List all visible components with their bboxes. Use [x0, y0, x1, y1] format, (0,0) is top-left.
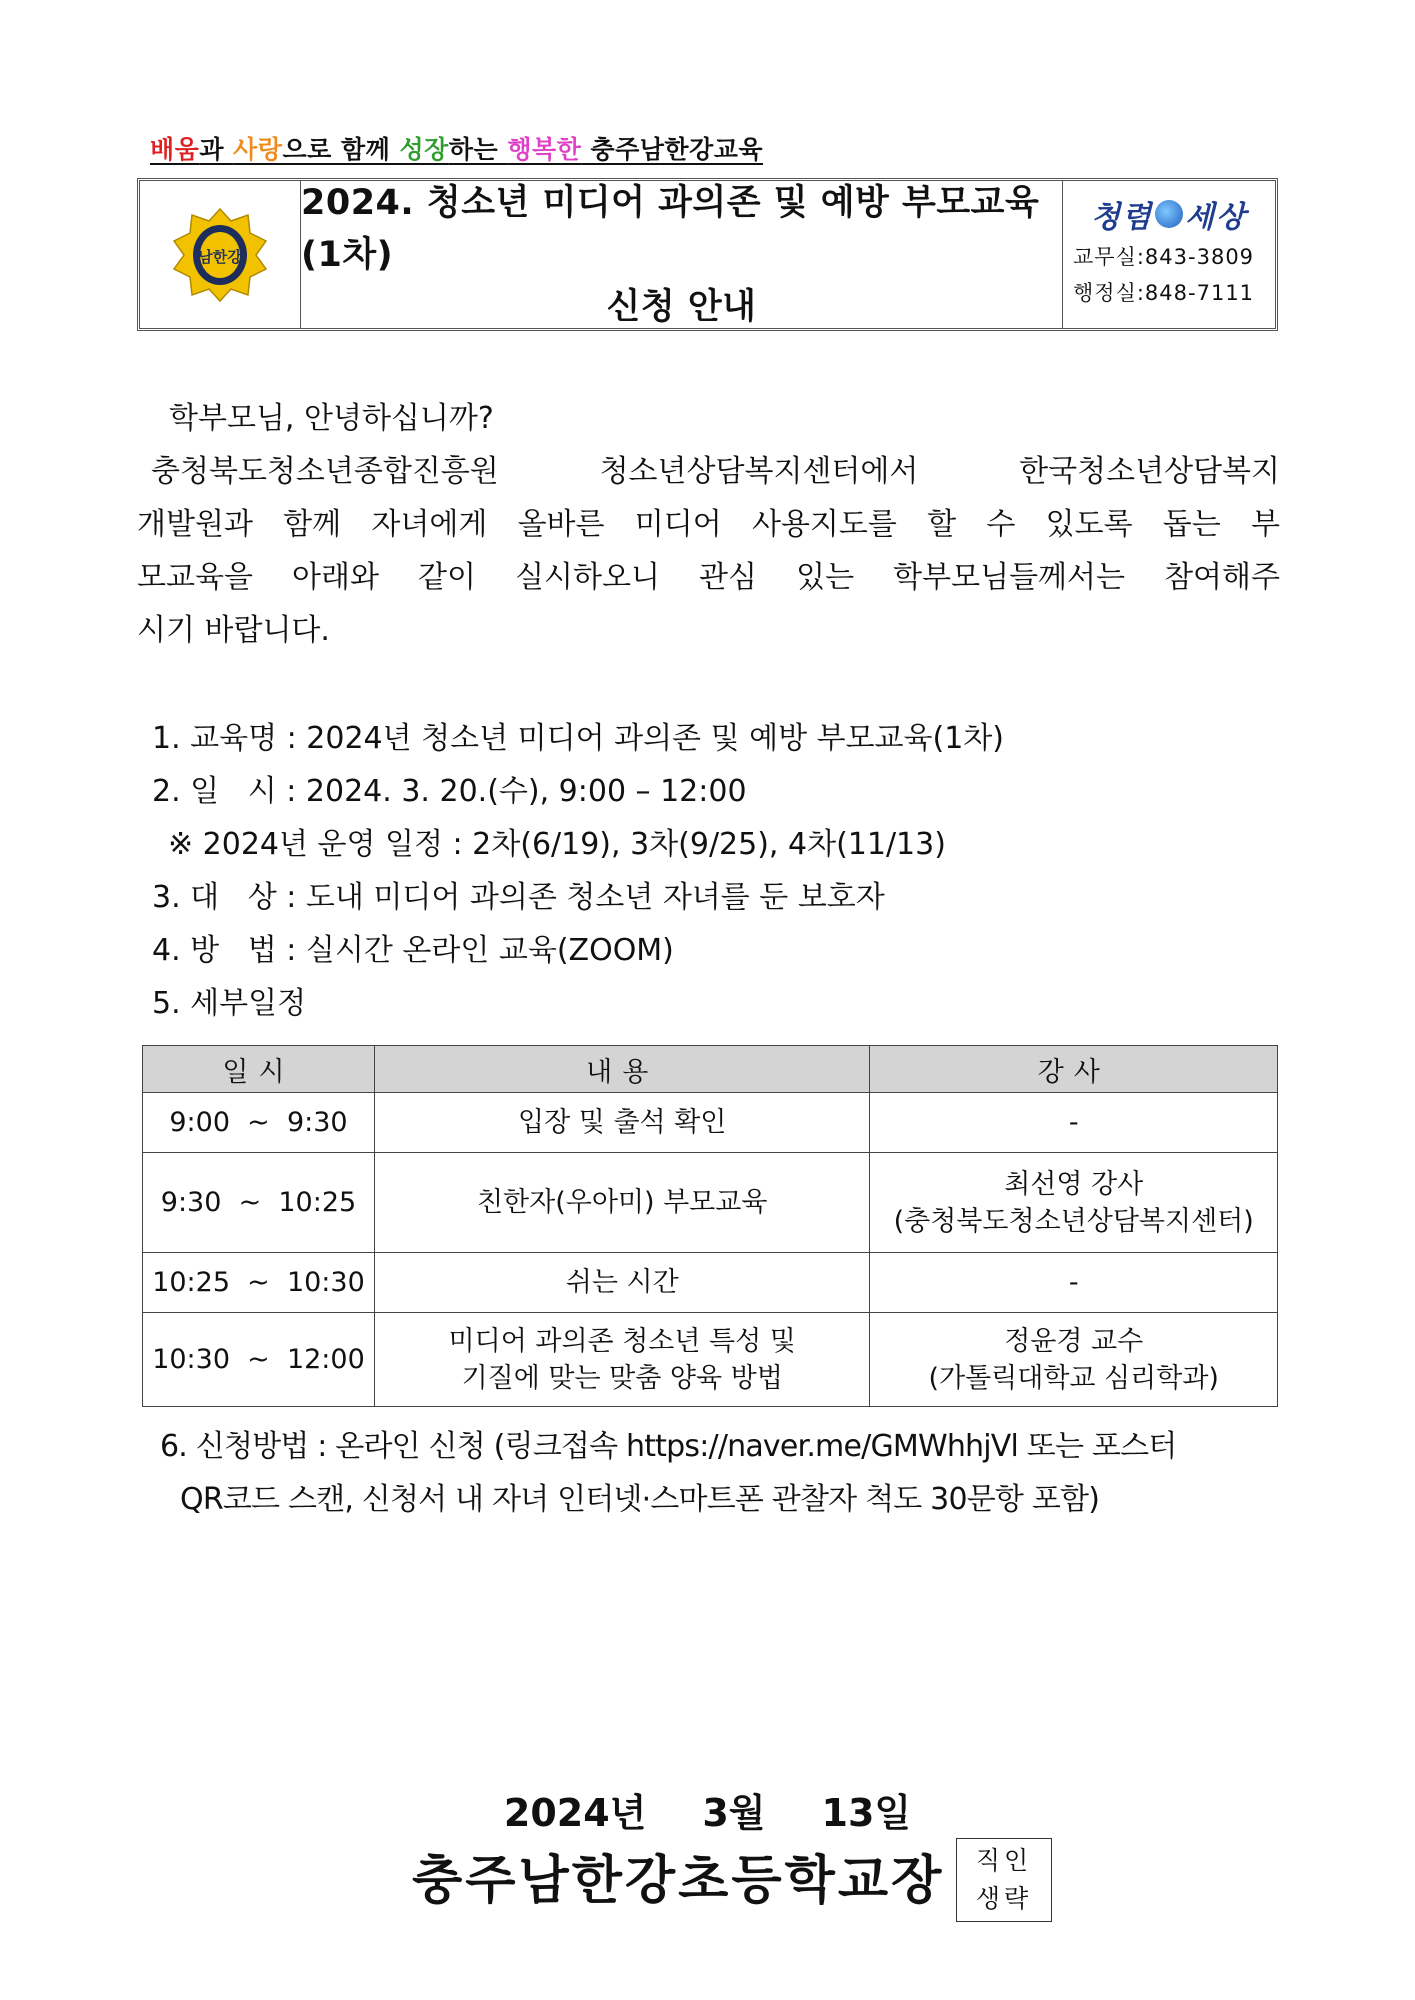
- table-header-row: [143, 1046, 1278, 1093]
- cell-time: 9:30 ~ 10:25: [143, 1153, 375, 1253]
- contact-admin: 행정실:848-7111: [1073, 281, 1255, 305]
- table-row: [143, 1313, 1278, 1407]
- item-schedule-note: ※ 2024년 운영 일정 : 2차(6/19), 3차(9/25), 4차(11/13): [168, 827, 946, 862]
- title-line-1: 2024. 청소년 미디어 과의존 및 예방 부모교육(1차): [301, 182, 1040, 275]
- header-content: 내용: [374, 1046, 869, 1093]
- schedule-table: [142, 1045, 1278, 1407]
- header-contact-panel: [1063, 181, 1275, 328]
- cell-content: 입장 및 출석 확인: [374, 1093, 869, 1153]
- cell-instructor: -: [870, 1093, 1278, 1153]
- header-box: [137, 178, 1278, 331]
- content-line-2: 기질에 맞는 맞춤 양육 방법: [461, 1362, 783, 1394]
- instructor-name: 최선영 강사: [1004, 1168, 1144, 1200]
- table-row: [143, 1253, 1278, 1313]
- cell-time: 10:25 ~ 10:30: [143, 1253, 375, 1313]
- motto-part: 충주남한강교육: [581, 135, 764, 164]
- cell-content: 친한자(우아미) 부모교육: [374, 1153, 869, 1253]
- intro-line: 개발원과 함께 자녀에게 올바른 미디어 사용지도를 할 수 있도록 돕는 부: [137, 507, 1280, 542]
- title-line-2: 신청 안내: [606, 286, 757, 327]
- instructor-name: 정윤경 교수: [1004, 1325, 1144, 1357]
- motto-part: 배움: [150, 135, 200, 164]
- contact-office: 교무실:843-3809: [1073, 245, 1255, 269]
- intro-line: 모교육을 아래와 같이 실시하오니 관심 있는 학부모님들께서는 참여해주: [137, 560, 1280, 595]
- motto-part: 과: [199, 135, 234, 164]
- school-emblem-icon: [170, 205, 270, 305]
- application-method: [160, 1420, 1280, 1526]
- svg-text:남한강: 남한강: [198, 247, 242, 266]
- date-month: 3월: [702, 1791, 766, 1835]
- details-list: [152, 712, 1004, 1030]
- document-title: [301, 181, 1063, 328]
- greeting: 학부모님, 안녕하십니까?: [169, 401, 494, 436]
- date-year: 2024년: [503, 1791, 647, 1835]
- slogan-part-1: 청렴: [1091, 200, 1153, 235]
- header-time: 일시: [143, 1046, 375, 1093]
- motto-part: 하는: [448, 135, 508, 164]
- cell-time: 10:30 ~ 12:00: [143, 1313, 375, 1407]
- globe-icon: [1155, 200, 1183, 228]
- official-seal-box: [956, 1838, 1052, 1922]
- integrity-slogan: [1091, 189, 1247, 239]
- instructor-affiliation: (충청북도청소년상담복지센터): [893, 1205, 1254, 1237]
- cell-time: 9:00 ~ 9:30: [143, 1093, 375, 1153]
- intro-paragraph: [137, 445, 1280, 657]
- issue-date: [0, 1782, 1415, 1837]
- school-logo: [140, 181, 301, 328]
- apply-line-2: QR코드 스캔, 신청서 내 자녀 인터넷·스마트폰 관찰자 척도 30문항 포함): [180, 1482, 1100, 1517]
- slogan-part-2: 세상: [1185, 200, 1247, 235]
- item-datetime: 2. 일 시 : 2024. 3. 20.(수), 9:00 – 12:00: [152, 774, 747, 809]
- motto-part: 사랑: [233, 135, 283, 164]
- cell-content: [374, 1313, 869, 1407]
- intro-line: 시기 바랍니다.: [137, 613, 330, 648]
- seal-line-1: 직인: [975, 1846, 1033, 1875]
- signer-title: 충주남한강초등학교장: [412, 1851, 945, 1911]
- item-method: 4. 방 법 : 실시간 온라인 교육(ZOOM): [152, 933, 674, 968]
- cell-content: 쉬는 시간: [374, 1253, 869, 1313]
- motto-part: 성장: [399, 135, 449, 164]
- header-instructor: 강사: [870, 1046, 1278, 1093]
- item-target: 3. 대 상 : 도내 미디어 과의존 청소년 자녀를 둔 보호자: [152, 880, 885, 915]
- table-row: [143, 1093, 1278, 1153]
- content-line-1: 미디어 과의존 청소년 특성 및: [448, 1325, 796, 1357]
- item-program-name: 1. 교육명 : 2024년 청소년 미디어 과의존 및 예방 부모교육(1차): [152, 721, 1004, 756]
- instructor-affiliation: (가톨릭대학교 심리학과): [928, 1362, 1219, 1394]
- motto-part: 으로 함께: [282, 135, 400, 164]
- intro-line: 충청북도청소년종합진흥원 청소년상담복지센터에서 한국청소년상담복지: [151, 454, 1280, 489]
- cell-instructor: -: [870, 1253, 1278, 1313]
- cell-instructor: [870, 1153, 1278, 1253]
- apply-line-1: 6. 신청방법 : 온라인 신청 (링크접속 https://naver.me/GMWhhjVl 또는 포스터: [160, 1429, 1177, 1464]
- school-motto: [150, 130, 763, 166]
- seal-line-2: 생략: [975, 1884, 1033, 1913]
- table-row: [143, 1153, 1278, 1253]
- cell-instructor: [870, 1313, 1278, 1407]
- date-day: 13일: [821, 1791, 912, 1835]
- item-detail-schedule: 5. 세부일정: [152, 986, 307, 1021]
- motto-part: 행복한: [507, 135, 582, 164]
